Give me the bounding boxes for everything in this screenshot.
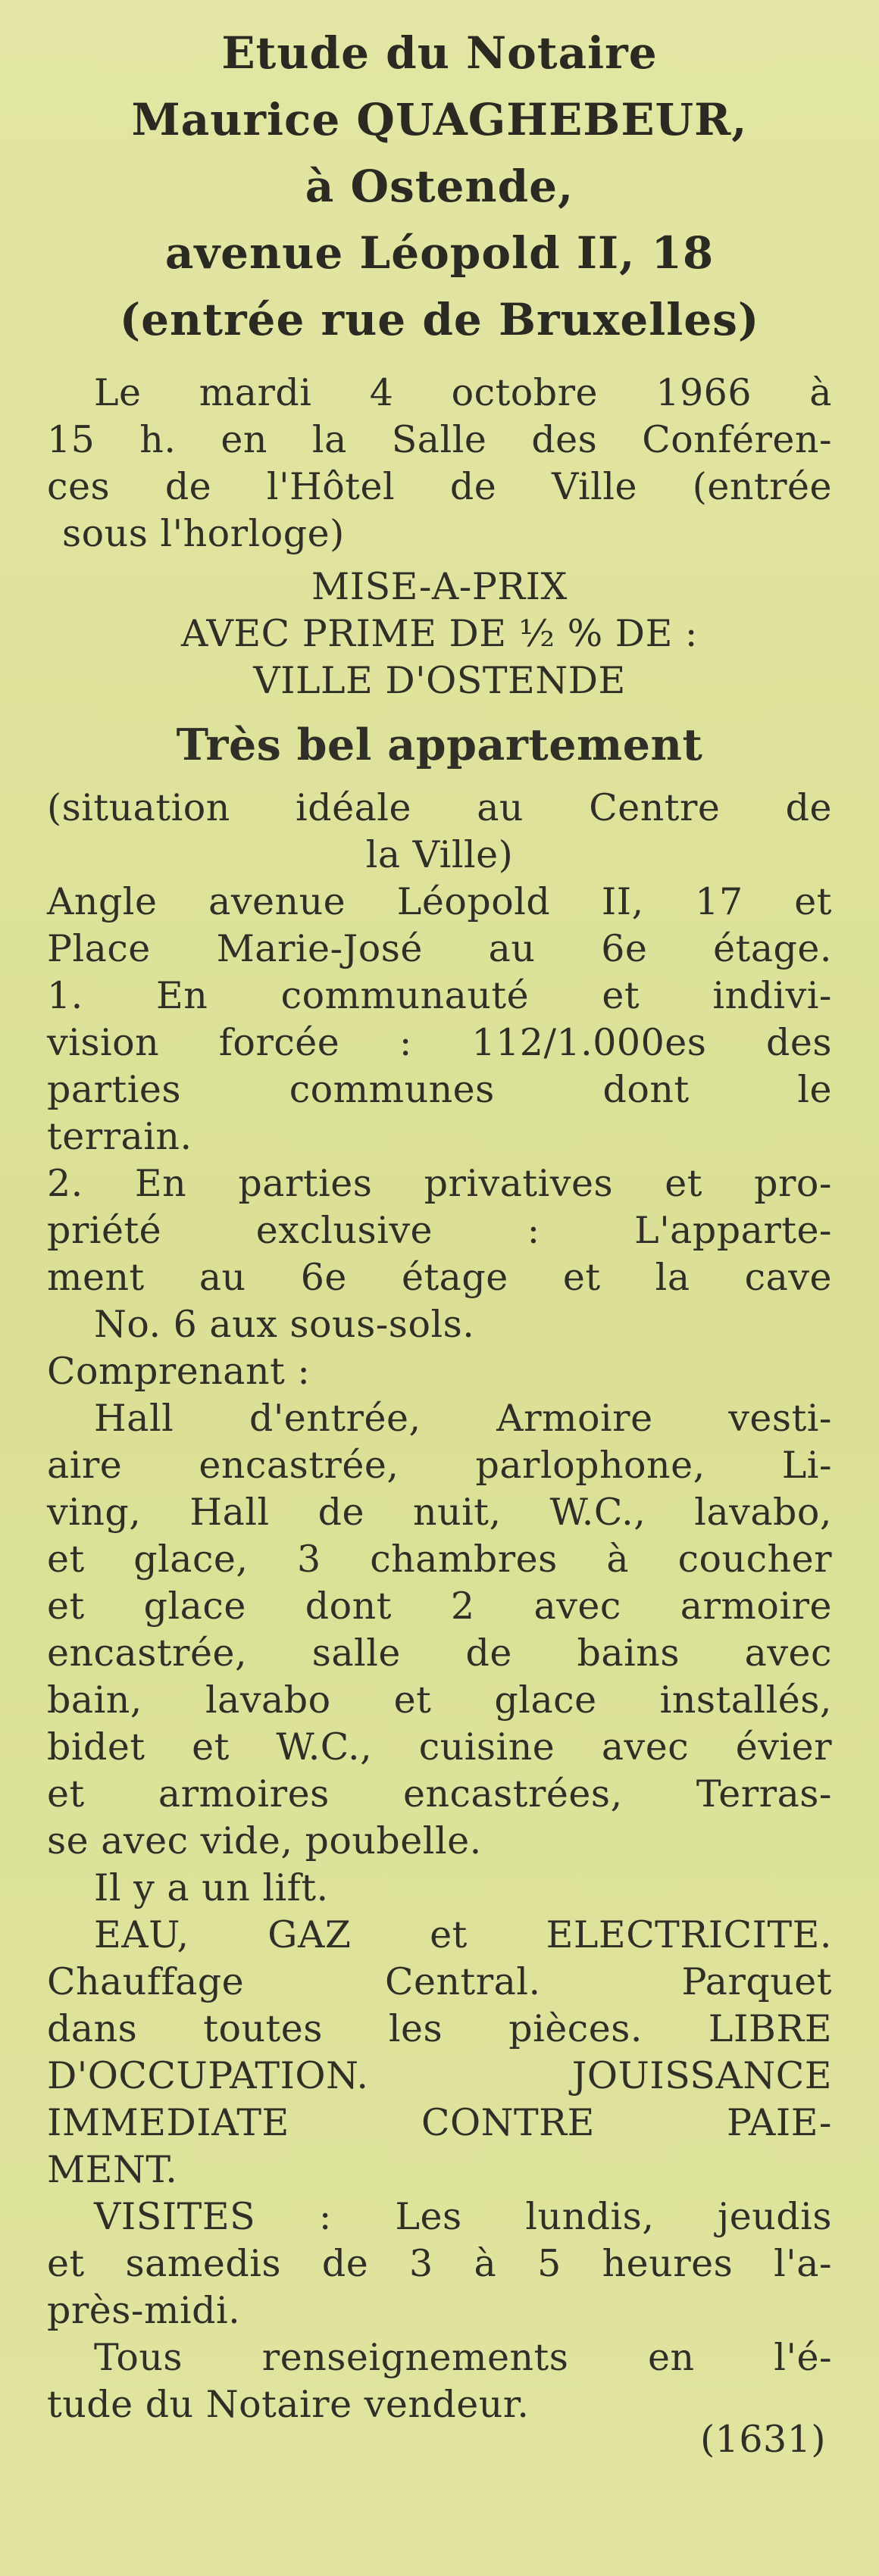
address-line: Place Marie-José au 6e étage. xyxy=(47,927,832,970)
item-line: parties communes dont le xyxy=(47,1068,832,1111)
visits-line: VISITES : Les lundis, jeudis xyxy=(94,2195,832,2238)
item-line: 1. En communauté et indivi- xyxy=(47,974,832,1017)
utilities-line: D'OCCUPATION. JOUISSANCE xyxy=(47,2054,832,2097)
comprising-line: bidet et W.C., cuisine avec évier xyxy=(47,1725,832,1769)
info-line: tude du Notaire vendeur. xyxy=(47,2383,530,2426)
notice-body xyxy=(47,370,832,2463)
visits-line: et samedis de 3 à 5 heures l'a- xyxy=(47,2242,832,2285)
notary-header xyxy=(47,20,832,353)
sale-line: AVEC PRIME DE ½ % DE : xyxy=(181,612,698,655)
item-common-parts xyxy=(47,973,832,1160)
item-line: vision forcée : 112/1.000es des xyxy=(47,1021,832,1064)
intro-line: sous l'horloge) xyxy=(62,512,345,555)
item-line: priété exclusive : L'apparte- xyxy=(47,1209,832,1252)
header-line-entrance: (entrée rue de Bruxelles) xyxy=(119,294,760,345)
header-line-street: avenue Léopold II, 18 xyxy=(164,227,715,279)
situation-paragraph xyxy=(47,785,832,879)
sale-line: VILLE D'OSTENDE xyxy=(253,659,626,702)
intro-paragraph xyxy=(47,370,832,557)
utilities-line: MENT. xyxy=(47,2148,178,2191)
comprising-line: ving, Hall de nuit, W.C., lavabo, xyxy=(47,1491,832,1534)
item-private-parts xyxy=(47,1160,832,1348)
item-line: No. 6 aux sous-sols. xyxy=(94,1303,475,1346)
header-line-notary-name: Maurice QUAGHEBEUR, xyxy=(131,94,748,145)
sale-terms xyxy=(47,564,832,704)
comprising-line: et glace, 3 chambres à coucher xyxy=(47,1538,832,1581)
comprising-line: et glace dont 2 avec armoire xyxy=(47,1585,832,1628)
situation-line: (situation idéale au Centre de xyxy=(47,786,832,829)
item-line: terrain. xyxy=(47,1115,192,1158)
comprising-line: Hall d'entrée, Armoire vesti- xyxy=(94,1397,832,1440)
intro-line: 15 h. en la Salle des Conféren- xyxy=(47,418,832,461)
comprising-line: aire encastrée, parlophone, Li- xyxy=(47,1444,832,1487)
reference-number: (1631) xyxy=(700,2418,826,2461)
address-line: Angle avenue Léopold II, 17 et xyxy=(47,880,832,923)
lift-line: Il y a un lift. xyxy=(94,1866,329,1909)
comprising-line: se avec vide, poubelle. xyxy=(47,1819,482,1863)
item-line: 2. En parties privatives et pro- xyxy=(47,1162,832,1205)
header-line-city: à Ostende, xyxy=(305,161,574,212)
header-line-office: Etude du Notaire xyxy=(221,27,658,79)
property-title: Très bel appartement xyxy=(176,720,703,770)
info-line: Tous renseignements en l'é- xyxy=(94,2336,832,2379)
comprising-label: Comprenant : xyxy=(47,1350,311,1393)
address-paragraph xyxy=(47,879,832,973)
visits-line: près-midi. xyxy=(47,2289,241,2332)
intro-line: Le mardi 4 octobre 1966 à xyxy=(94,371,832,414)
comprising-line: bain, lavabo et glace installés, xyxy=(47,1678,832,1722)
comprising-paragraph xyxy=(47,1348,832,1865)
item-line: ment au 6e étage et la cave xyxy=(47,1256,832,1299)
comprising-line: encastrée, salle de bains avec xyxy=(47,1631,832,1675)
comprising-line: et armoires encastrées, Terras- xyxy=(47,1772,832,1816)
utilities-paragraph xyxy=(47,1912,832,2194)
intro-line: ces de l'Hôtel de Ville (entrée xyxy=(47,465,832,508)
sale-line: MISE-A-PRIX xyxy=(311,565,568,608)
visits-paragraph xyxy=(47,2194,832,2334)
utilities-line: EAU, GAZ et ELECTRICITE. xyxy=(94,1913,832,1956)
situation-line: la Ville) xyxy=(365,833,514,876)
utilities-line: IMMEDIATE CONTRE PAIE- xyxy=(47,2101,832,2144)
info-paragraph xyxy=(47,2334,832,2428)
utilities-line: Chauffage Central. Parquet xyxy=(47,1960,832,2003)
utilities-line: dans toutes les pièces. LIBRE xyxy=(47,2007,832,2050)
